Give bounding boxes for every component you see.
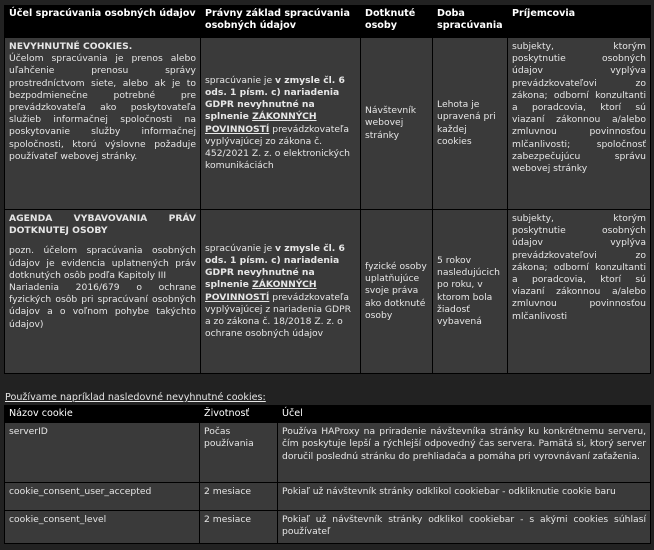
header-lifetime: Životnosť [200, 406, 278, 423]
cookies-table-header [5, 406, 651, 423]
data-subjects-cell: fyzické osoby uplatňujúce svoje práva ako dotknuté osoby [361, 210, 433, 374]
cookie-name: serverID [5, 423, 200, 483]
cookies-intro: Používame napríklad nasledovné nevyhnutné cookies: [5, 392, 266, 403]
recipients-cell: subjekty, ktorým poskytnutie osobných údajov vyplýva prevádzkovateľovi zo zákona; odborní konzultanti a poradcovia, ktorí sú viazaní zákonnou a/alebo zmluvnou povinnosťou mlčanlivosti [508, 210, 651, 374]
legal-bold: v zmysle čl. 6 ods. 1 písm. c) nariadenia GDPR nevyhnutné na splnenie [205, 74, 345, 123]
header-data-subjects: Dotknuté osoby [361, 6, 433, 38]
cookie-purpose: Používa HAProxy na priradenie návštevníka stránky ku konkrétnemu serveru, čím poskytuje lepší a rýchlejší odpovedný čas servera. Pamätá si, ktorý server doručil poslednú stránku do prehliadača a pomáha pri vyrovnávaní zaťaženia. [278, 423, 651, 483]
recipients-cell: subjekty, ktorým poskytnutie osobných údajov vyplýva prevádzkovateľovi zo zákona; odborní konzultanti a poradcovia, ktorí sú viazaní zákonnou a/alebo zmluvnou povinnosťou mlčanlivosti; spoločnosť zabezpečujúcu správu webovej stránky [508, 38, 651, 210]
header-purpose: Účel spracúvania osobných údajov [5, 6, 201, 38]
purpose-text: Účelom spracúvania je prenos alebo uľahčenie prenosu správy prostredníctvom siete, alebo ak je to bezpodmienečne potrebné pre prevádzkovateľa ako poskytovateľa služieb informačnej spoločnosti na poskytovanie služby informačnej spoločnosti, ktorú výslovne požaduje používateľ webovej stránky. [9, 53, 196, 162]
row-title: NEVYHNUTNÉ COOKIES. [9, 41, 133, 52]
row-title: AGENDA VYBAVOVANIA PRÁV DOTKNUTEJ OSOBY [9, 213, 196, 237]
cookies-table [4, 405, 651, 544]
processing-table [4, 5, 651, 374]
legal-basis-cell [201, 38, 361, 210]
legal-rest: prevádzkovateľa vyplývajúcej z nariadenia GDPR a zo zákona č. 18/2018 Z. z. o ochrane osobných údajov [205, 291, 351, 340]
legal-obligation: ZÁKONNÝCH POVINNOSTÍ [205, 279, 317, 303]
cookie-lifetime: Počas používania [200, 423, 278, 483]
data-subjects-cell: Návštevník webovej stránky [361, 38, 433, 210]
table-row [5, 210, 651, 374]
purpose-cell [5, 38, 201, 210]
header-cookie-name: Názov cookie [5, 406, 200, 423]
purpose-text-continued: Nariadenia 2016/679 o ochrane fyzických osôb pri spracúvaní osobných údajov a o voľnom pohybe takýchto údajov) [9, 282, 196, 330]
table-row [5, 423, 651, 483]
legal-bold: v zmysle čl. 6 ods. 1 písm. c) nariadenia GDPR nevyhnutné na splnenie [205, 242, 345, 291]
legal-basis-cell [201, 210, 361, 374]
cookie-purpose: Pokiaľ už návštevník stránky odklikol cookiebar - s akými cookies súhlasí používateľ [278, 511, 651, 544]
cookie-lifetime: 2 mesiace [200, 511, 278, 544]
legal-prefix: spracúvanie je [205, 74, 276, 86]
duration-cell: Lehota je upravená pri každej cookies [433, 38, 508, 210]
cookie-purpose: Pokiaľ už návštevník stránky odklikol cookiebar - odkliknutie cookie baru [278, 483, 651, 511]
header-duration: Doba spracúvania [433, 6, 508, 38]
header-cookie-purpose: Účel [278, 406, 651, 423]
duration-cell: 5 rokov nasledujúcich po roku, v ktorom bola žiadosť vybavená [433, 210, 508, 374]
processing-table-header [5, 6, 651, 38]
cookie-name: cookie_consent_level [5, 511, 200, 544]
cookie-lifetime: 2 mesiace [200, 483, 278, 511]
cookie-name: cookie_consent_user_accepted [5, 483, 200, 511]
header-legal-basis: Právny základ spracúvania osobných údajov [201, 6, 361, 38]
legal-obligation: ZÁKONNÝCH POVINNOSTÍ [205, 111, 317, 135]
table-row [5, 483, 651, 511]
legal-prefix: spracúvanie je [205, 242, 276, 254]
purpose-text: pozn. účelom spracúvania osobných údajov je evidencia uplatnených práv dotknutých osôb podľa Kapitoly III [9, 245, 196, 281]
table-row [5, 38, 651, 210]
table-row [5, 511, 651, 544]
header-recipients: Príjemcovia [508, 6, 651, 38]
purpose-cell [5, 210, 201, 374]
legal-rest: prevádzkovateľa vyplývajúcej zo zákona č. 452/2021 Z. z. o elektronických komunikáciách [205, 123, 350, 172]
